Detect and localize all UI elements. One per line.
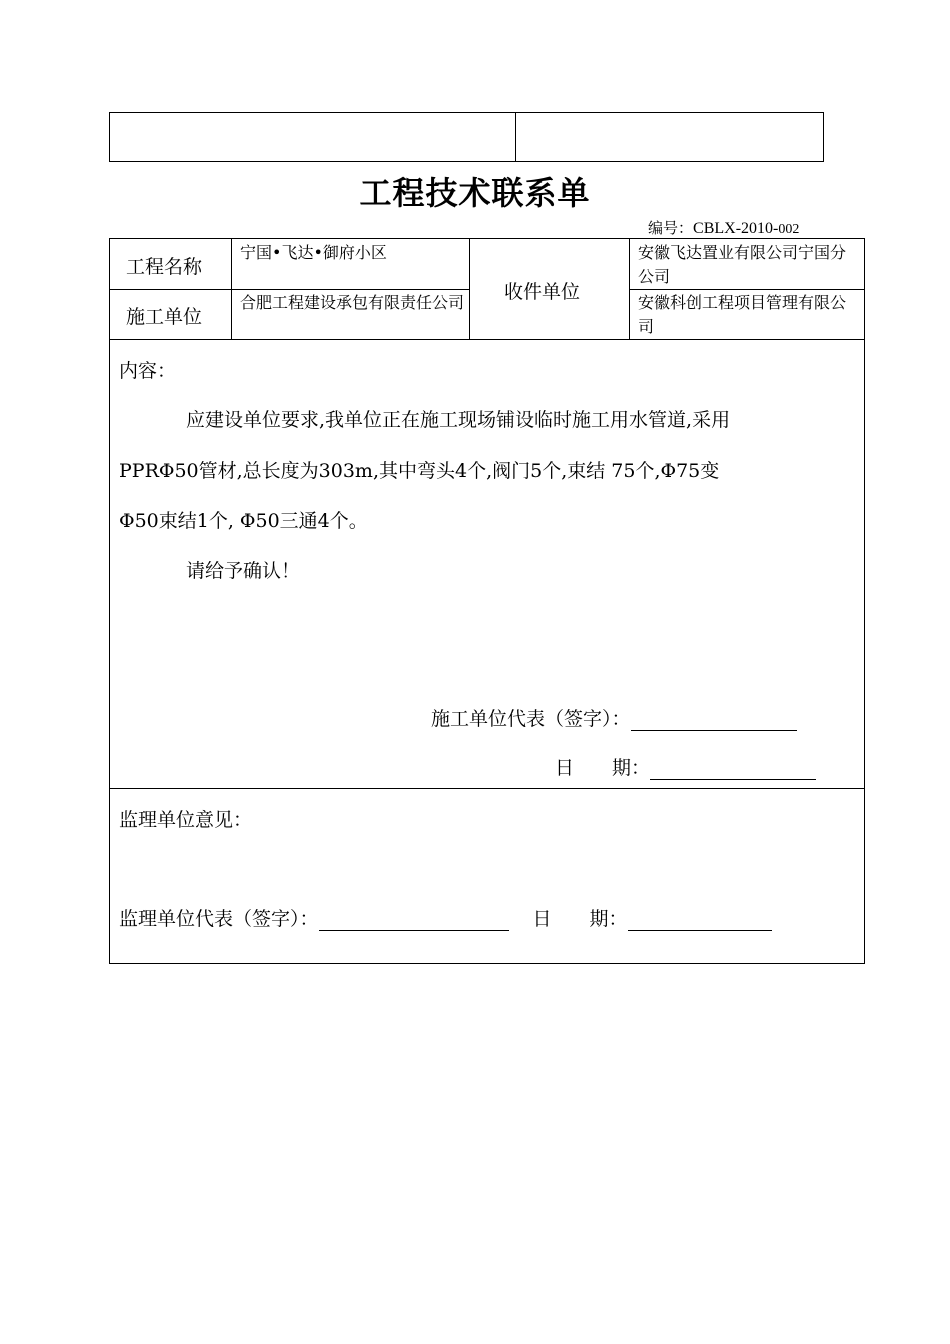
content-paragraph-line-2: PPRΦ50管材,总长度为303m,其中弯头4个,阀门5个,束结 75个,Φ75变 [119, 460, 720, 482]
contractor-value: 合肥工程建设承包有限责任公司 [240, 293, 465, 312]
table-col-line-1 [231, 238, 232, 339]
table-line-row1-right [629, 289, 865, 290]
supervision-signature-row [119, 904, 772, 931]
contractor-signature-line[interactable] [631, 710, 797, 731]
recipient-value-2: 安徽科创工程项目管理有限公司 [638, 293, 847, 336]
supervision-rep-label: 监理单位代表（签字）： [119, 908, 319, 930]
contractor-date-row [555, 753, 816, 780]
content-paragraph-line-1: 应建设单位要求,我单位正在施工现场铺设临时施工用水管道,采用 [186, 409, 731, 431]
top-box-divider [515, 113, 516, 161]
supervision-date-line[interactable] [628, 910, 772, 931]
project-name-value: 宁国•飞达•御府小区 [240, 243, 387, 262]
supervision-signature-line[interactable] [319, 910, 509, 931]
project-name-label: 工程名称 [126, 256, 203, 278]
recipient-value-1: 安徽飞达置业有限公司宁国分公司 [638, 243, 847, 286]
page-title: 工程技术联系单 [359, 174, 591, 212]
document-number-label: 编号： [648, 219, 694, 237]
content-request: 请给予确认！ [186, 560, 301, 582]
supervision-label: 监理单位意见： [119, 809, 253, 831]
table-line-row1-left [109, 289, 469, 290]
table-col-line-3 [629, 238, 630, 339]
table-line-content-bottom [109, 788, 865, 789]
document-number [648, 217, 799, 238]
content-label: 内容： [119, 360, 177, 382]
table-border-top [109, 238, 865, 239]
table-border-bottom [109, 963, 865, 964]
contractor-date-label: 日 期： [555, 757, 651, 779]
recipient-label: 收件单位 [504, 281, 581, 303]
contractor-label: 施工单位 [126, 306, 203, 328]
contractor-date-line[interactable] [650, 759, 816, 780]
supervision-date-label: 日 期： [532, 908, 628, 930]
contractor-signature-row [431, 704, 797, 731]
contractor-rep-label: 施工单位代表（签字）： [431, 708, 631, 730]
table-col-line-2 [469, 238, 470, 339]
top-blank-box [109, 112, 824, 162]
table-border-right [864, 238, 865, 964]
document-number-main: CBLX-2010- [693, 220, 779, 237]
table-line-header-bottom [109, 339, 865, 340]
document-number-suffix: 002 [778, 222, 800, 237]
table-border-left [109, 238, 110, 964]
content-paragraph-line-3: Φ50束结1个, Φ50三通4个。 [119, 510, 368, 532]
